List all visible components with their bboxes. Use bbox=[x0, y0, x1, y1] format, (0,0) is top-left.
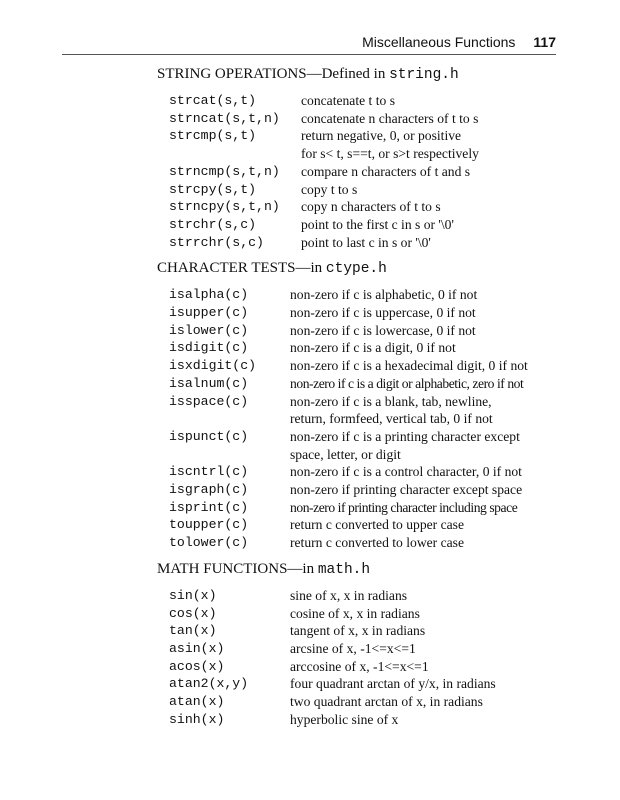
list-item bbox=[169, 234, 562, 252]
list-item bbox=[169, 163, 562, 181]
running-head bbox=[0, 34, 556, 50]
function-description: non-zero if c is a hexadecimal digit, 0 if not bbox=[290, 358, 528, 374]
list-item bbox=[169, 675, 562, 693]
function-description: tangent of x, x in radians bbox=[290, 623, 426, 639]
function-signature: sin(x) bbox=[169, 587, 217, 603]
function-signature: tolower(c) bbox=[169, 535, 249, 551]
list-item bbox=[169, 216, 562, 234]
function-signature: isdigit(c) bbox=[169, 340, 249, 356]
list-item bbox=[169, 622, 562, 640]
section-title-string-operations bbox=[157, 64, 562, 85]
list-item bbox=[169, 304, 562, 322]
function-signature: isupper(c) bbox=[169, 305, 249, 321]
function-description: non-zero if printing character including space bbox=[290, 499, 518, 515]
function-description: non-zero if c is a blank, tab, newline, bbox=[290, 393, 492, 409]
character-tests-list bbox=[169, 286, 562, 552]
list-item bbox=[169, 92, 562, 110]
list-item bbox=[169, 198, 562, 216]
function-signature: sinh(x) bbox=[169, 711, 225, 727]
list-item bbox=[169, 481, 562, 499]
header-rule bbox=[62, 54, 556, 55]
function-signature: iscntrl(c) bbox=[169, 464, 249, 480]
list-item bbox=[169, 357, 562, 375]
function-description: point to last c in s or '\0' bbox=[301, 234, 431, 250]
function-description: cosine of x, x in radians bbox=[290, 605, 420, 621]
function-description: space, letter, or digit bbox=[290, 446, 401, 462]
function-description: non-zero if c is alphabetic, 0 if not bbox=[290, 287, 478, 303]
list-item bbox=[169, 605, 562, 623]
function-description: concatenate n characters of t to s bbox=[301, 110, 479, 126]
function-signature: isspace(c) bbox=[169, 393, 249, 409]
list-item bbox=[169, 587, 562, 605]
list-item bbox=[169, 127, 562, 145]
function-description: arcsine of x, -1<=x<=1 bbox=[290, 640, 416, 656]
function-signature: isgraph(c) bbox=[169, 482, 249, 498]
section-title-text: CHARACTER TESTS—in bbox=[157, 260, 326, 277]
function-description: non-zero if c is a digit, 0 if not bbox=[290, 340, 456, 356]
list-item bbox=[169, 446, 562, 464]
function-signature: ispunct(c) bbox=[169, 428, 249, 444]
function-signature: strncpy(s,t,n) bbox=[169, 199, 280, 215]
function-description: concatenate t to s bbox=[301, 93, 395, 108]
function-signature: isxdigit(c) bbox=[169, 358, 257, 374]
function-signature: atan(x) bbox=[169, 694, 225, 710]
list-item bbox=[169, 110, 562, 128]
function-signature: cos(x) bbox=[169, 605, 217, 621]
function-signature: strncat(s,t,n) bbox=[169, 110, 280, 126]
function-signature: strcmp(s,t) bbox=[169, 128, 257, 144]
section-title-text: MATH FUNCTIONS—in bbox=[157, 560, 318, 577]
list-item bbox=[169, 145, 562, 163]
list-item bbox=[169, 322, 562, 340]
function-signature: acos(x) bbox=[169, 658, 225, 674]
function-description: point to the first c in s or '\0' bbox=[301, 216, 454, 232]
running-head-title: Miscellaneous Functions bbox=[362, 34, 516, 50]
list-item bbox=[169, 286, 562, 304]
function-description: four quadrant arctan of y/x, in radians bbox=[290, 676, 496, 692]
function-signature: isalnum(c) bbox=[169, 375, 249, 391]
list-item bbox=[169, 499, 562, 517]
list-item bbox=[169, 711, 562, 729]
page-body bbox=[157, 64, 562, 736]
function-description: non-zero if c is a printing character except bbox=[290, 428, 520, 444]
function-description: two quadrant arctan of x, in radians bbox=[290, 694, 483, 710]
function-signature: asin(x) bbox=[169, 640, 225, 656]
function-signature bbox=[169, 410, 290, 428]
function-signature: islower(c) bbox=[169, 322, 249, 338]
section-title-text: STRING OPERATIONS—Defined in bbox=[157, 66, 390, 82]
function-description: sine of x, x in radians bbox=[290, 587, 408, 603]
function-signature: isprint(c) bbox=[169, 499, 249, 515]
function-description: return c converted to upper case bbox=[290, 517, 464, 533]
function-signature: isalpha(c) bbox=[169, 287, 249, 303]
function-signature bbox=[169, 145, 301, 163]
function-signature: strrchr(s,c) bbox=[169, 234, 264, 250]
function-signature: strncmp(s,t,n) bbox=[169, 163, 280, 179]
header-file-name: ctype.h bbox=[325, 261, 387, 278]
list-item bbox=[169, 640, 562, 658]
function-description: return c converted to lower case bbox=[290, 535, 464, 551]
function-description: compare n characters of t and s bbox=[301, 163, 471, 179]
math-functions-list bbox=[169, 587, 562, 729]
function-description: return negative, 0, or positive bbox=[301, 128, 462, 144]
function-signature bbox=[169, 446, 290, 464]
function-signature: strchr(s,c) bbox=[169, 216, 257, 232]
list-item bbox=[169, 181, 562, 199]
function-signature: strcpy(s,t) bbox=[169, 181, 257, 197]
function-signature: strcat(s,t) bbox=[169, 93, 257, 108]
function-description: return, formfeed, vertical tab, 0 if not bbox=[290, 411, 493, 427]
list-item bbox=[169, 375, 562, 393]
function-description: copy t to s bbox=[301, 181, 358, 197]
function-description: non-zero if c is a digit or alphabetic, zero if not bbox=[290, 375, 524, 391]
list-item bbox=[169, 658, 562, 676]
header-file-name: string.h bbox=[389, 67, 459, 83]
list-item bbox=[169, 339, 562, 357]
section-title-math-functions bbox=[157, 559, 562, 580]
function-description: arccosine of x, -1<=x<=1 bbox=[290, 658, 429, 674]
list-item bbox=[169, 693, 562, 711]
function-description: for s< t, s==t, or s>t respectively bbox=[301, 146, 479, 162]
function-description: non-zero if c is a control character, 0 if not bbox=[290, 464, 522, 480]
function-signature: toupper(c) bbox=[169, 517, 249, 533]
function-description: non-zero if printing character except space bbox=[290, 482, 523, 498]
list-item bbox=[169, 463, 562, 481]
function-description: non-zero if c is uppercase, 0 if not bbox=[290, 305, 476, 321]
section-title-character-tests bbox=[157, 258, 562, 279]
list-item bbox=[169, 410, 562, 428]
function-description: copy n characters of t to s bbox=[301, 199, 441, 215]
header-file-name: math.h bbox=[317, 561, 371, 578]
list-item bbox=[169, 393, 562, 411]
page-number: 117 bbox=[533, 34, 556, 50]
string-operations-list bbox=[169, 92, 562, 251]
function-signature: tan(x) bbox=[169, 623, 217, 639]
list-item bbox=[169, 516, 562, 534]
function-description: non-zero if c is lowercase, 0 if not bbox=[290, 322, 476, 338]
list-item bbox=[169, 534, 562, 552]
function-signature: atan2(x,y) bbox=[169, 676, 249, 692]
list-item bbox=[169, 428, 562, 446]
function-description: hyperbolic sine of x bbox=[290, 711, 399, 727]
